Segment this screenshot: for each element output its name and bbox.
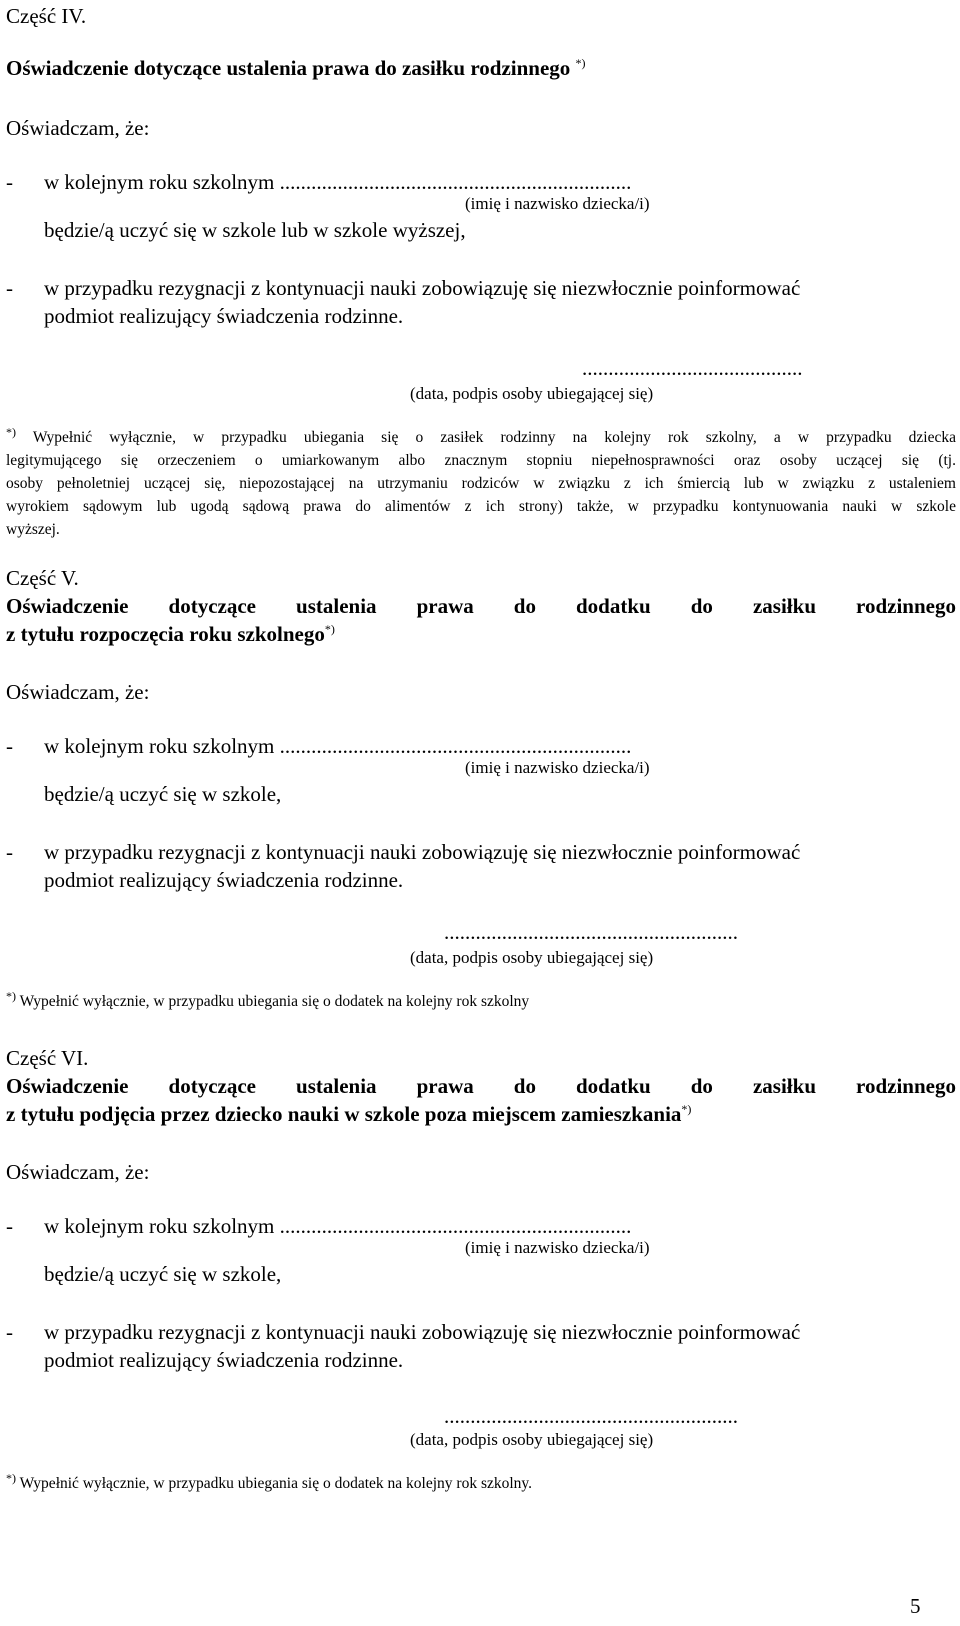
part4-signature-caption: (data, podpis osoby ubiegającej się) — [410, 384, 654, 403]
part4-footnote-line3: osoby pełnoletniej uczącej się, niepozostającej na utrzymaniu rodziców w związku z ich śmiercią lub w związku z ustaleniem — [6, 475, 956, 492]
part6-bullet2-line2: podmiot realizujący świadczenia rodzinne. — [44, 1348, 404, 1372]
part5-child-caption: (imię i nazwisko dziecka/i) — [465, 758, 650, 777]
part6-bullet1-line: w kolejnym roku szkolnym ................................................................... — [44, 1214, 632, 1238]
part6-bullet1-dash: - — [6, 1214, 13, 1238]
part4-bullet2-dash: - — [6, 276, 13, 300]
page-number: 5 — [910, 1594, 921, 1618]
part4-footnote-mark: *) — [6, 424, 16, 439]
part5-title-line1: Oświadczenie dotyczące ustalenia prawa do dodatku do zasiłku rodzinnego — [6, 594, 956, 618]
part4-bullet1-dash: - — [6, 170, 13, 194]
part6-footnote — [6, 1470, 533, 1494]
part5-bullet2-line1: w przypadku rezygnacji z kontynuacji nauki zobowiązuję się niezwłocznie poinformować — [44, 840, 801, 864]
part6-footnote-mark: *) — [6, 1470, 16, 1485]
part4-bullet1-cont: będzie/ą uczyć się w szkole lub w szkole wyższej, — [44, 218, 466, 242]
part4-footnote-line1 — [6, 424, 956, 448]
part4-label: Część IV. — [6, 4, 87, 28]
part5-signature-dots: ........................................................ — [444, 920, 738, 944]
part6-title-text2: z tytułu podjęcia przez dziecko nauki w szkole poza miejscem zamieszkania — [6, 1102, 682, 1126]
part6-title-line1: Oświadczenie dotyczące ustalenia prawa do dodatku do zasiłku rodzinnego — [6, 1074, 956, 1098]
part6-bullet2-line1: w przypadku rezygnacji z kontynuacji nauki zobowiązuję się niezwłocznie poinformować — [44, 1320, 801, 1344]
part6-declare: Oświadczam, że: — [6, 1160, 150, 1184]
part4-footnote-text1: Wypełnić wyłącznie, w przypadku ubiegania się o zasiłek rodzinny na kolejny rok szkolny, a w przypadku dziecka — [32, 429, 956, 446]
part5-footnote-mark: *) — [6, 988, 16, 1003]
part5-title-text2: z tytułu rozpoczęcia roku szkolnego — [6, 622, 325, 646]
part5-bullet1-dash: - — [6, 734, 13, 758]
part6-title-mark: *) — [681, 1102, 692, 1116]
part6-footnote-text: Wypełnić wyłącznie, w przypadku ubiegania się o dodatek na kolejny rok szkolny. — [19, 1475, 533, 1492]
part6-title-line2 — [6, 1102, 691, 1126]
part4-bullet1-line: w kolejnym roku szkolnym ................................................................... — [44, 170, 632, 194]
part5-bullet2-dash: - — [6, 840, 13, 864]
part4-title-text: Oświadczenie dotyczące ustalenia prawa do zasiłku rodzinnego — [6, 56, 571, 80]
part4-child-caption: (imię i nazwisko dziecka/i) — [465, 194, 650, 213]
part5-bullet1-cont: będzie/ą uczyć się w szkole, — [44, 782, 282, 806]
part6-child-caption: (imię i nazwisko dziecka/i) — [465, 1238, 650, 1257]
part4-footnote-line4: wyrokiem sądowym lub ugodą sądową prawa do alimentów z ich strony) także, w przypadku kontynuowania nauki w szkole — [6, 498, 956, 515]
part5-footnote-text: Wypełnić wyłącznie, w przypadku ubiegania się o dodatek na kolejny rok szkolny — [19, 993, 530, 1010]
part4-bullet2-line2: podmiot realizujący świadczenia rodzinne. — [44, 304, 404, 328]
part4-footnote-line2: legitymującego się orzeczeniem o umiarkowanym albo znacznym stopniu niepełnosprawności oraz osoby uczącej się (tj. — [6, 452, 956, 469]
part5-title-mark: *) — [324, 622, 335, 636]
part5-label: Część V. — [6, 566, 79, 590]
part6-label: Część VI. — [6, 1046, 89, 1070]
part4-footnote-line5: wyższej. — [6, 521, 60, 538]
part4-title-mark: *) — [575, 56, 586, 70]
part6-bullet2-dash: - — [6, 1320, 13, 1344]
part4-bullet2-line1: w przypadku rezygnacji z kontynuacji nauki zobowiązuję się niezwłocznie poinformować — [44, 276, 801, 300]
part4-title — [6, 56, 586, 80]
part5-footnote — [6, 988, 530, 1012]
part6-signature-caption: (data, podpis osoby ubiegającej się) — [410, 1430, 654, 1449]
part6-signature-dots: ........................................................ — [444, 1404, 738, 1428]
part6-bullet1-cont: będzie/ą uczyć się w szkole, — [44, 1262, 282, 1286]
part5-title-line2 — [6, 622, 335, 646]
part5-bullet2-line2: podmiot realizujący świadczenia rodzinne. — [44, 868, 404, 892]
part4-declare: Oświadczam, że: — [6, 116, 150, 140]
part5-bullet1-line: w kolejnym roku szkolnym ................................................................... — [44, 734, 632, 758]
part4-signature-dots: .......................................... — [582, 356, 803, 380]
part5-signature-caption: (data, podpis osoby ubiegającej się) — [410, 948, 654, 967]
part5-declare: Oświadczam, że: — [6, 680, 150, 704]
